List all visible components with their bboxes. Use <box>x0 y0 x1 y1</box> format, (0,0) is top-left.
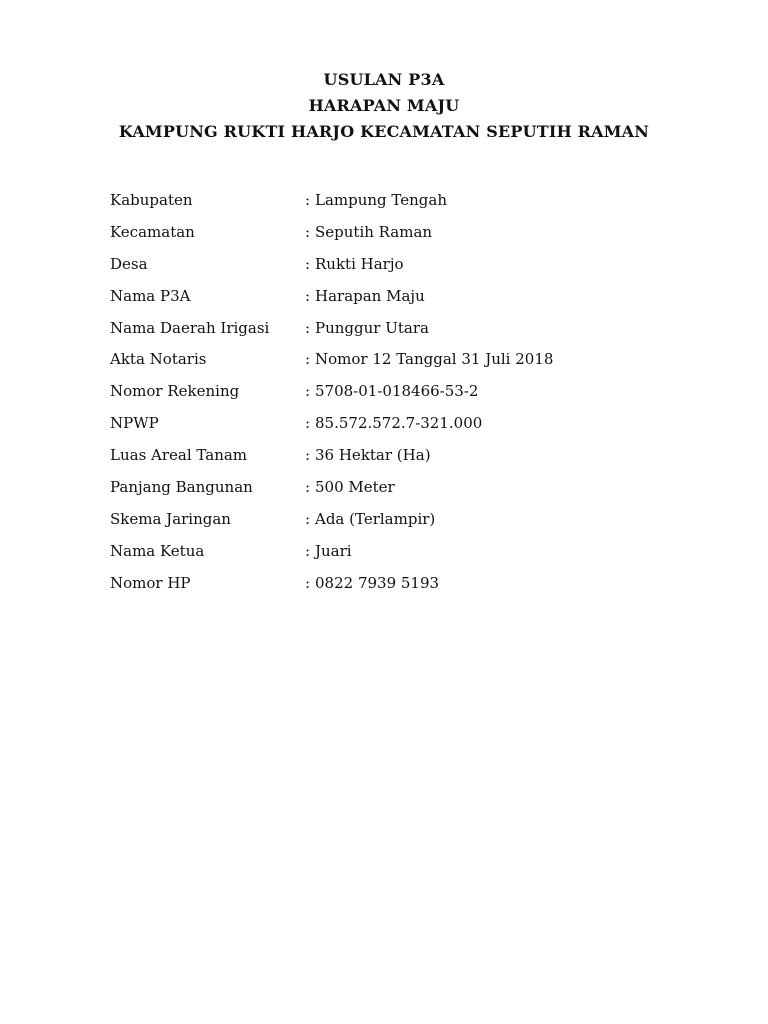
field-separator: : <box>305 318 311 337</box>
field-label: Skema Jaringan <box>110 509 231 528</box>
field-separator: : <box>305 446 311 465</box>
field-separator: : <box>305 286 311 305</box>
field-separator: : <box>305 190 311 209</box>
document-title <box>0 67 768 145</box>
field-row-panjang-bangunan <box>110 471 670 503</box>
field-row-skema-jaringan <box>110 503 670 535</box>
field-label: Luas Areal Tanam <box>110 446 248 465</box>
field-value: 5708-01-018466-53-2 <box>315 382 479 401</box>
field-value: 500 Meter <box>315 477 395 496</box>
field-value: Seputih Raman <box>315 222 433 241</box>
field-label: Desa <box>110 254 148 273</box>
field-label: Nama P3A <box>110 286 191 305</box>
field-list <box>110 184 670 599</box>
field-row-nomor-hp <box>110 567 670 599</box>
field-row-desa <box>110 248 670 280</box>
field-value: Juari <box>315 541 352 560</box>
field-separator: : <box>305 382 311 401</box>
field-separator: : <box>305 541 311 560</box>
field-row-nomor-rekening <box>110 375 670 407</box>
field-row-nama-ketua <box>110 535 670 567</box>
field-separator: : <box>305 414 311 433</box>
field-value: Lampung Tengah <box>315 190 448 209</box>
field-separator: : <box>305 254 311 273</box>
field-row-nama-p3a <box>110 280 670 312</box>
title-line-3: KAMPUNG RUKTI HARJO KECAMATAN SEPUTIH RAMAN <box>118 122 650 141</box>
field-label: Nomor Rekening <box>110 382 240 401</box>
field-row-nama-daerah-irigasi <box>110 312 670 344</box>
field-label: NPWP <box>110 414 159 433</box>
field-value: Rukti Harjo <box>315 254 404 273</box>
field-separator: : <box>305 222 311 241</box>
field-label: Nomor HP <box>110 573 191 592</box>
field-value: 85.572.572.7-321.000 <box>315 414 483 433</box>
field-row-kabupaten <box>110 184 670 216</box>
field-label: Akta Notaris <box>110 350 207 369</box>
title-line-2: HARAPAN MAJU <box>308 96 460 115</box>
field-row-npwp <box>110 407 670 439</box>
field-value: Ada (Terlampir) <box>315 509 436 528</box>
field-value: Harapan Maju <box>315 286 425 305</box>
field-value: Punggur Utara <box>315 318 429 337</box>
field-row-akta-notaris <box>110 343 670 375</box>
field-row-luas-areal-tanam <box>110 439 670 471</box>
field-label: Nama Ketua <box>110 541 205 560</box>
field-value: Nomor 12 Tanggal 31 Juli 2018 <box>315 350 554 369</box>
field-label: Kecamatan <box>110 222 195 241</box>
field-row-kecamatan <box>110 216 670 248</box>
field-label: Panjang Bangunan <box>110 477 253 496</box>
field-label: Nama Daerah Irigasi <box>110 318 270 337</box>
field-separator: : <box>305 350 311 369</box>
field-value: 36 Hektar (Ha) <box>315 446 431 465</box>
title-line-1: USULAN P3A <box>323 70 445 89</box>
field-value: 0822 7939 5193 <box>315 573 440 592</box>
field-separator: : <box>305 573 311 592</box>
field-separator: : <box>305 477 311 496</box>
field-separator: : <box>305 509 311 528</box>
field-label: Kabupaten <box>110 190 193 209</box>
